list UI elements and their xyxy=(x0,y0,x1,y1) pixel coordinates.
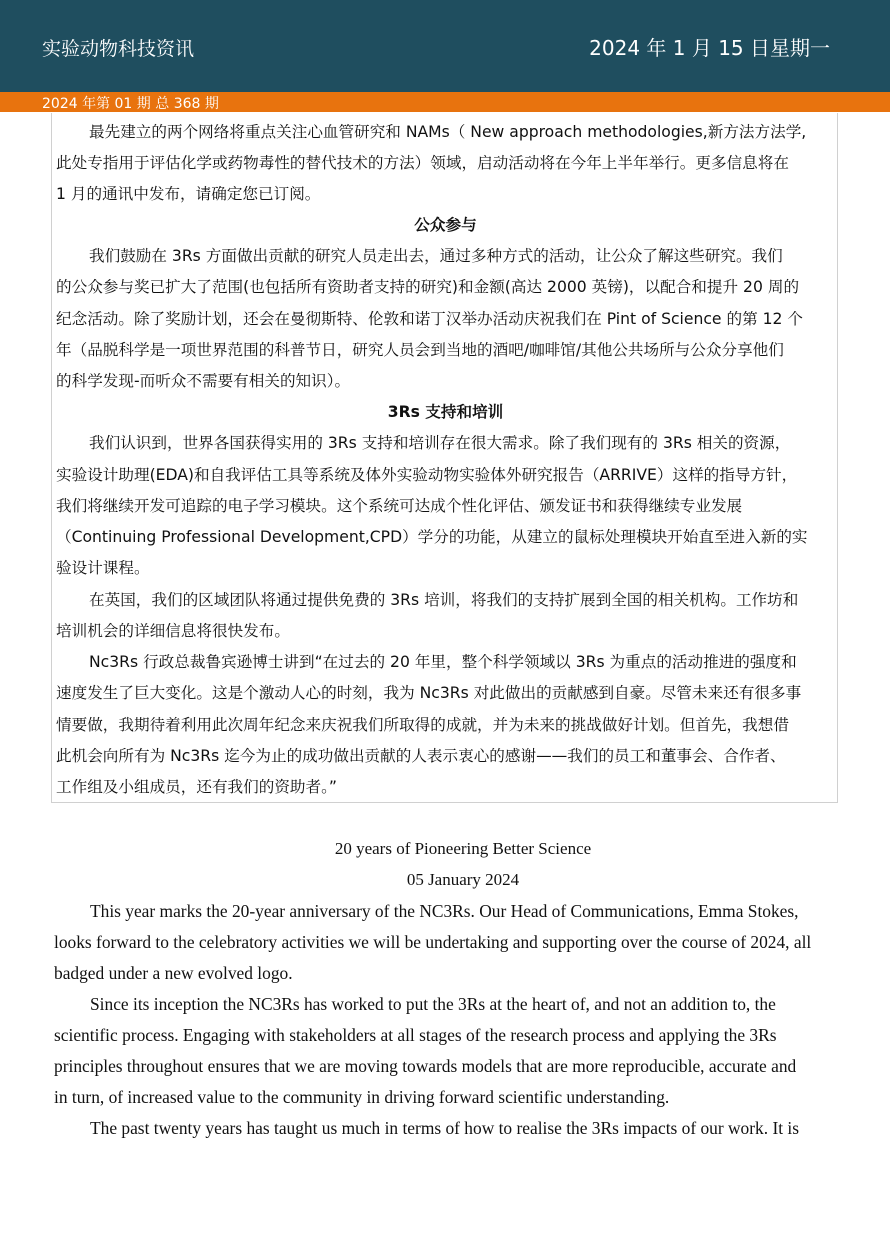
page-header xyxy=(0,0,890,92)
newsletter-title: 实验动物科技资讯 xyxy=(42,38,195,60)
paragraph-line: 此处专指用于评估化学或药物毒性的替代技术的方法）领域，启动活动将在今年上半年举行。更多信息将在 xyxy=(56,154,789,172)
paragraph-line: principles throughout ensures that we are moving towards models that are more reproducible, accurate and xyxy=(54,1056,797,1076)
paragraph-line: 的科学发现-而听众不需要有相关的知识）。 xyxy=(56,372,351,390)
paragraph-line: 1 月的通讯中发布，请确定您已订阅。 xyxy=(56,185,321,203)
paragraph-line: This year marks the 20-year anniversary of the NC3Rs. Our Head of Communications, Emma Stokes, xyxy=(90,901,799,921)
chinese-article-box xyxy=(51,113,838,803)
paragraph-line: 最先建立的两个网络将重点关注心血管研究和 NAMs（ New approach methodologies,新方法方法学, xyxy=(89,123,807,141)
issue-bar xyxy=(0,92,890,112)
paragraph-line: 情要做，我期待着利用此次周年纪念来庆祝我们所取得的成就，并为未来的挑战做好计划。但首先，我想借 xyxy=(56,716,789,734)
paragraph-line: 的公众参与奖已扩大了范围(也包括所有资助者支持的研究)和金额(高达 2000 英镑)，以配合和提升 20 周的 xyxy=(56,278,800,296)
paragraph-line: 实验设计助理(EDA)和自我评估工具等系统及体外实验动物实验体外研究报告（ARRIVE）这样的指导方针， xyxy=(56,466,798,484)
paragraph-line: 我们鼓励在 3Rs 方面做出贡献的研究人员走出去，通过多种方式的活动，让公众了解这些研究。我们 xyxy=(89,247,783,265)
paragraph-line: badged under a new evolved logo. xyxy=(54,963,293,983)
issue-number: 2024 年第 01 期 总 368 期 xyxy=(42,96,219,112)
section-heading-support-training: 3Rs 支持和培训 xyxy=(387,403,504,421)
paragraph-line: 纪念活动。除了奖励计划，还会在曼彻斯特、伦敦和诺丁汉举办活动庆祝我们在 Pint of Science 的第 12 个 xyxy=(56,310,804,328)
paragraph-line: 培训机会的详细信息将很快发布。 xyxy=(56,622,290,640)
paragraph-line: in turn, of increased value to the community in driving forward scientific understanding. xyxy=(54,1087,670,1107)
paragraph-line: 年（品脱科学是一项世界范围的科普节日，研究人员会到当地的酒吧/咖啡馆/其他公共场所与公众分享他们 xyxy=(56,341,784,359)
article-date: 05 January 2024 xyxy=(406,870,520,889)
paragraph-line: 此机会向所有为 Nc3Rs 迄今为止的成功做出贡献的人表示衷心的感谢——我们的员工和董事会、合作者、 xyxy=(56,747,786,765)
paragraph-line: 我们认识到，世界各国获得实用的 3Rs 支持和培训存在很大需求。除了我们现有的 3Rs 相关的资源， xyxy=(89,434,791,452)
paragraph-line: 在英国，我们的区域团队将通过提供免费的 3Rs 培训，将我们的支持扩展到全国的相关机构。工作坊和 xyxy=(89,591,799,609)
paragraph-line: 我们将继续开发可追踪的电子学习模块。这个系统可达成个性化评估、颁发证书和获得继续专业发展 xyxy=(56,497,743,515)
paragraph-line: Since its inception the NC3Rs has worked to put the 3Rs at the heart of, and not an addition to, the xyxy=(90,994,776,1014)
paragraph-line: Nc3Rs 行政总裁鲁宾逊博士讲到“在过去的 20 年里，整个科学领域以 3Rs 为重点的活动推进的强度和 xyxy=(89,653,797,671)
paragraph-line: looks forward to the celebratory activities we will be undertaking and supporting over the course of 2024, all xyxy=(54,932,812,952)
section-heading-public-engagement: 公众参与 xyxy=(414,216,477,234)
paragraph-line: 工作组及小组成员，还有我们的资助者。” xyxy=(56,778,337,796)
paragraph-line: scientific process. Engaging with stakeholders at all stages of the research process and applying the 3Rs xyxy=(54,1025,777,1045)
paragraph-line: 速度发生了巨大变化。这是个激动人心的时刻，我为 Nc3Rs 对此做出的贡献感到自豪。尽管未来还有很多事 xyxy=(56,684,802,702)
header-date: 2024 年 1 月 15 日星期一 xyxy=(589,36,830,60)
article-title: 20 years of Pioneering Better Science xyxy=(334,839,592,858)
paragraph-line: 验设计课程。 xyxy=(56,559,150,577)
paragraph-line: （Continuing Professional Development,CPD）学分的功能，从建立的鼠标处理模块开始直至进入新的实 xyxy=(56,528,808,546)
paragraph-line: The past twenty years has taught us much in terms of how to realise the 3Rs impacts of our work. It is xyxy=(90,1118,800,1138)
